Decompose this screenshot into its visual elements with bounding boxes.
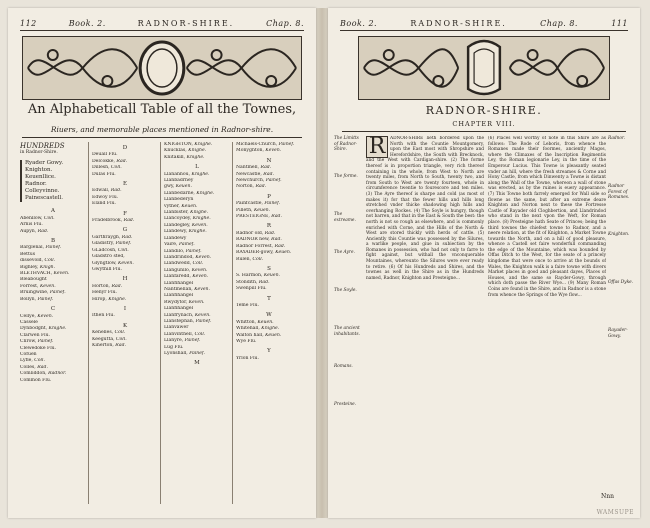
hundred-item: Painescastell. (25, 195, 64, 202)
index-entry-hundred: Rad. (263, 171, 275, 177)
index-entry-hundred: Keven. (118, 260, 134, 266)
index-entry-hundred: Rad. (37, 364, 48, 370)
index-entry-name: Monyghton, (236, 148, 266, 154)
index-entry-hundred: Knighe. (191, 171, 210, 177)
index-entry-name: Stondith, (236, 279, 259, 285)
left-running-head (20, 16, 304, 31)
right-chapter-label: Chap. 8. (540, 18, 578, 28)
index-entry-name: Deuall Flu. (92, 152, 118, 158)
margin-note: Romans. (334, 364, 353, 369)
hundreds-heading: HUNDREDS (20, 142, 65, 150)
index-entry-name: Llandwedd, (164, 261, 193, 267)
catchword: Nnn (601, 493, 614, 500)
index-entry-hundred: Rad. (258, 279, 270, 285)
index-entry-name: Swenpill Flu. (236, 286, 267, 292)
table-title: An Alphabeticall Table of all the Townes, (27, 102, 297, 117)
index-column-3 (164, 142, 233, 504)
index-entry-name: Llanfihangel (164, 306, 194, 312)
table-subtitle: Riuers, and memorable places mentioned in Radnor-shire. (22, 125, 302, 138)
index-entry-hundred: Rad. (115, 342, 126, 348)
index-entry-hundred: Painef. (115, 241, 132, 247)
index-entry (236, 356, 302, 362)
index-entry-hundred: Knighe. (194, 142, 213, 147)
index-entry-hundred: Painef. (37, 296, 54, 302)
index-entry-name: Llanstephan, (164, 318, 196, 324)
index-entry-name: Dillesh, (92, 165, 112, 171)
index-entry-name: Newchurch, (236, 178, 266, 184)
index-entry (92, 201, 158, 207)
right-headpiece-ornament (358, 36, 610, 100)
index-entry-name: Edwall, (92, 188, 111, 194)
index-entry-name: Kenelles, (92, 330, 115, 336)
index-entry-hundred: Coll. (117, 247, 129, 253)
index-entry-name: Llanfihangel (164, 293, 194, 299)
index-entry-hundred: Painef. (278, 142, 295, 147)
index-entry (92, 172, 158, 178)
index-entry-name: Nantmell, (236, 165, 261, 171)
index-entry (20, 229, 86, 235)
index-entry-name: Llangunllo, (164, 267, 192, 273)
index-letter-heading: F (123, 210, 127, 217)
index-entry-name: Llanbederyn (164, 197, 194, 203)
index-entry-name: Gladstro sted, (92, 254, 125, 260)
index-entry-hundred: Keuen. (257, 319, 274, 325)
index-entry (236, 148, 302, 154)
index-entry-name: Clirow, (20, 339, 38, 345)
index-entry (20, 297, 86, 303)
index-entry-name: Clewedoke Flu. (20, 345, 57, 351)
index-entry-name: S. Harmon, (236, 273, 264, 279)
index-entry-hundred: Coll. (43, 215, 55, 221)
index-entry-hundred: Rad. (116, 158, 128, 164)
index-entry-name: Arnis Flu. (20, 222, 43, 228)
index-entry-name: Dulas Flu. (92, 171, 116, 177)
index-entry-name: Painfcastle, (236, 201, 265, 207)
index-entry-name: Bollyn, (20, 296, 38, 302)
left-book-label: Book. 2. (68, 18, 106, 28)
chapter-title: RADNOR-SHIRE. (425, 104, 543, 117)
index-letter-heading: A (51, 208, 55, 215)
margin-note: The Ayre. (334, 250, 355, 255)
index-entry-name: Cellye, (20, 313, 38, 319)
index-entry-hundred: Knighe. (261, 326, 280, 332)
body-text-1: ADNOR-SHIRE lieth bordered upon the North with the Countie Mountgomery, upon the East most with Shropshire and Herefordshire, the South with Brecknock, and the West with Cardigan-shire. (2) The forme thereof is in proportion triangle, very rich thereof containing in the whole, from West to North are twenty miles, from North to South, twenty two, and from South to West are twenty fourteen, whole in circumference twentie to fourescore and ten miles. (3) The Ayre thereof is sharpe and cold (as most of makes it) for that the fewer hills and hills long stretched vnder thicke shadowing high hills and overhanging Rockes. (4) The Soyle is hungry, though not barren, and that in the East & South the best: the north is not so rough as elsewhere, and is commonly enriched with Corne, and the Hills of the North & West are stored thickly with herds of cattle. (5) Anciently this Countie was possessed by the Silures, a warlike people, and giue in subiection by the Romanes in possession, who had not only to farre to fight against, but withall the vnconquerable Mountaines, whereunto the Silures were ever ready to retire. (6) Of his Hundreds and Shires, and the townes as well in the Shire as in the Hundreds named, Radnor, Knighton and Presteigne... (366, 136, 484, 281)
index-entry-hundred: Radnor. (48, 371, 67, 377)
index-letter-heading: R (266, 223, 272, 230)
index-entry-name: Hirop, (92, 296, 109, 302)
index-letter-heading: C (50, 306, 56, 313)
index-entry-hundred: Knighe. (188, 148, 207, 154)
index-entry-hundred: Coll. (34, 358, 45, 364)
index-entry-name: Delcokke, (92, 158, 117, 164)
index-columns (20, 142, 304, 504)
index-entry-hundred: Keuen. (253, 207, 271, 213)
margin-note: The ancient inhabitants. (334, 326, 360, 337)
index-entry-name: Llanbister, (164, 210, 191, 216)
index-entry (236, 286, 302, 292)
index-entry-name: Abenllow, (20, 215, 44, 221)
margin-note: Knighton. (608, 232, 630, 237)
index-entry-name: Common Flu. (20, 377, 52, 383)
index-entry-hundred: Keven. (191, 267, 208, 273)
index-entry-name: Fradelbrook, (92, 218, 124, 224)
index-entry (92, 267, 158, 273)
watermark-text: WAMSUPE (596, 509, 634, 516)
index-entry (164, 351, 230, 357)
hundreds-subheading: in Radnor-Shire. (20, 150, 58, 155)
right-book-label: Book. 2. (340, 18, 378, 28)
index-entry-name: Llanfrynach, (164, 312, 195, 318)
left-running-title: RADNOR-SHIRE. (137, 18, 235, 28)
index-entry-name: Llandilo, (164, 248, 186, 254)
index-entry-hundred: Keven. (265, 148, 282, 154)
index-entry-name: Llanfihangel (164, 280, 194, 286)
index-letter-heading: T (267, 295, 271, 302)
index-entry-hundred: Knighe. (192, 216, 211, 222)
index-entry-hundred: Coll. (111, 165, 122, 171)
index-entry-name: Keegutta, (92, 336, 116, 342)
index-entry-name: Eland Flu. (92, 201, 116, 207)
index-entry-name: Nantmellan, (164, 286, 195, 292)
index-entry-name: Edwoy Flu. (92, 194, 119, 200)
index-entry-name: Forrest, (20, 283, 40, 289)
index-entry (92, 313, 158, 319)
index-entry-hundred: Keven. (195, 254, 212, 260)
index-entry-name: Whitehall, (236, 326, 262, 332)
index-letter-heading: K (122, 322, 128, 329)
margin-note: The forme. (334, 174, 358, 179)
hundred-item: Keuenllice. (25, 174, 56, 181)
index-letter-heading: N (266, 157, 272, 164)
index-entry-name: Wye Flu. (236, 338, 257, 344)
index-letter-heading: H (122, 276, 128, 283)
index-entry-name: Bighley, (20, 264, 40, 270)
index-entry-hundred: Keven. (53, 271, 70, 277)
chapter-heading: CHAPTER VIII. (342, 120, 626, 132)
index-entry (92, 218, 158, 224)
index-entry-hundred: Knighe. (188, 229, 207, 235)
index-entry-hundred: Painef. (178, 242, 195, 248)
index-entry-name: Llandewy, (164, 229, 189, 235)
drop-cap-initial: R (366, 136, 388, 158)
margin-note: Rayader-Gowy. (608, 328, 628, 339)
left-page-number: 112 (20, 18, 37, 28)
index-entry-hundred: Keuen. (263, 273, 280, 279)
margin-note: Presteine. (334, 402, 357, 407)
index-entry-name: Kinerton, (92, 342, 116, 348)
index-entry-hundred: Coll. (114, 330, 126, 336)
right-running-head (340, 16, 628, 31)
index-entry-name: Ithen Flu. (92, 313, 115, 319)
index-entry-name: Rulen, (236, 256, 253, 262)
index-entry-hundred: Coll. (252, 256, 264, 262)
index-letter-heading: S (267, 265, 271, 272)
index-letter-heading: I (123, 305, 127, 312)
index-entry-name: Dynbodght, (20, 326, 49, 332)
index-entry-name: Yrlon Flu. (236, 355, 259, 361)
index-entry-name: RADNOR new, (236, 237, 272, 243)
index-entry-hundred: Keven. (188, 299, 205, 305)
index-letter-heading: W (266, 312, 272, 319)
index-entry-hundred: Keuen. (175, 184, 192, 190)
hundred-item: Radnor. (25, 181, 47, 188)
index-entry-hundred: Painef. (264, 201, 281, 207)
index-entry-name: Garthraygh, (92, 234, 122, 240)
index-letter-heading: B (50, 238, 56, 245)
hundred-item: Colleyvinne. (25, 188, 60, 195)
index-entry-name: Bruingwine, (20, 290, 50, 296)
index-entry-name: Vaire, (164, 242, 179, 248)
index-entry-name: Llanyre, (164, 338, 185, 344)
index-entry-hundred: Knighe. (190, 210, 209, 216)
index-entry-name: Llancoydey, (164, 216, 193, 222)
index-entry-hundred: Keuen. (265, 332, 282, 338)
index-entry-name: dissevold, (20, 258, 45, 264)
index-letter-heading: L (195, 164, 199, 171)
index-entry-hundred: Rad. (37, 228, 49, 234)
index-entry-hundred: Painef. (265, 178, 282, 184)
index-entry (20, 378, 86, 384)
index-entry-hundred: Keven. (191, 222, 208, 228)
index-column-1 (20, 142, 89, 504)
index-entry-name: Barglenal, (20, 245, 46, 251)
index-entry-name: Clarwen Flu. (20, 332, 51, 338)
index-entry-hundred: Rad. (121, 234, 133, 240)
index-entry-hundred: Painef. (37, 339, 54, 345)
index-letter-heading: M (194, 360, 200, 367)
index-entry-name: Henyr Flu. (92, 290, 118, 296)
margin-note: The Soyle. (334, 288, 357, 293)
index-entry-hundred: Knigh. (39, 264, 56, 270)
index-entry-name: Llandegley, (164, 222, 192, 228)
index-entry-hundred: Rad. (123, 218, 135, 224)
index-entry-name: KNIGHTON, (164, 142, 195, 147)
index-entry-name: Lug Flu. (164, 344, 184, 350)
right-running-title: RADNOR-SHIRE. (410, 18, 507, 28)
index-entry-name: Michaels-Church, (236, 142, 279, 147)
index-entry-name: Aupyn, (20, 228, 38, 234)
index-entry-hundred: Rad. (260, 165, 272, 171)
index-entry-hundred: Keven. (194, 312, 211, 318)
index-entry-name: Gladistry, (92, 241, 116, 247)
index-entry-hundred: Knighe. (186, 154, 205, 160)
index-entry-hundred: Coll. (116, 336, 127, 342)
index-entry-hundred: Coll. (44, 258, 56, 264)
index-entry-name: Teme Flu. (236, 302, 260, 308)
index-entry-name: Llanvawer (164, 325, 189, 331)
index-entry-hundred: Painef. (45, 245, 62, 251)
index-entry-name: Llandrindod, (164, 254, 196, 260)
left-headpiece-ornament (22, 36, 302, 100)
index-entry-name: gwy, (164, 184, 176, 190)
index-entry (236, 339, 302, 345)
index-entry-name: Gwythill Flu. (92, 266, 122, 272)
index-entry (92, 297, 158, 303)
index-entry-name: Colles, (20, 364, 38, 370)
index-entry-hundred: Rad. (271, 237, 282, 243)
index-letter-heading: D (122, 145, 128, 151)
index-entry-name: vyther, (164, 203, 182, 209)
index-entry-name: Radnor Forrest, (236, 243, 275, 249)
index-entry-hundred: Painef. (195, 318, 212, 324)
index-letter-heading: P (267, 193, 271, 200)
index-entry-name: Llanvinthell, (164, 331, 195, 337)
margin-note: Offas Dyke. (608, 280, 634, 285)
index-entry-name: Llanannou, (164, 171, 192, 177)
index-entry-hundred: Rad. (271, 214, 282, 220)
index-entry-hundred: Knighe. (108, 296, 127, 302)
index-entry-name: Bleabought (20, 277, 47, 283)
index-entry (92, 343, 158, 349)
index-letter-heading: E (122, 181, 127, 188)
index-entry-hundred: Knighe. (48, 326, 67, 332)
index-entry (164, 155, 230, 161)
index-entry-name: Llandewy (164, 235, 187, 241)
index-entry (236, 214, 302, 220)
index-entry-name: GLadcosh, (92, 247, 118, 253)
index-entry-name: Pilleth, (236, 207, 254, 213)
index-entry-name: Lyfle, (20, 358, 35, 364)
index-entry-name: Lyonshall, (164, 351, 190, 356)
index-entry-hundred: Painef. (189, 351, 205, 356)
index-entry-name: Newcastle, (236, 171, 264, 177)
index-entry-name: Cassele (20, 319, 38, 325)
index-entry-name: Walton hall, (236, 332, 266, 338)
index-entry-name: BLETHVACH, (20, 271, 54, 277)
body-column-1 (366, 136, 484, 478)
margin-note: The extreame. (334, 212, 356, 223)
index-entry-hundred: Painef. (184, 338, 201, 344)
index-column-2 (92, 142, 161, 504)
index-entry-name: Cofuen (20, 351, 37, 357)
index-entry-name: Rwydytor, (164, 299, 189, 305)
index-column-4 (236, 142, 304, 504)
index-entry (236, 257, 302, 263)
margin-note: Radnor Forest of Romanes. (608, 184, 630, 200)
index-entry-name: RAYADER-gowy, (236, 250, 276, 256)
index-entry-name: PRESTEIGNE, (236, 214, 272, 220)
index-entry-name: Llanbadrney (164, 178, 194, 184)
book-gutter (316, 8, 328, 518)
index-entry-name: Radnor old, (236, 230, 265, 236)
right-page-number: 111 (611, 18, 628, 28)
index-entry-name: Llanbedarne, (164, 190, 197, 196)
index-entry-name: Llanfaredd, (164, 274, 193, 280)
index-entry-hundred: Rad. (274, 243, 286, 249)
index-entry-hundred: Coll. (194, 331, 206, 337)
index-entry-hundred: Keven. (37, 313, 54, 319)
index-entry-hundred: Coll. (192, 261, 204, 267)
right-page (328, 8, 640, 518)
index-entry-hundred: Keuen. (181, 203, 198, 209)
index-entry-name: Bettus (20, 251, 36, 257)
index-entry-hundred: Rad. (255, 184, 267, 190)
hundred-item: Knighton. (25, 167, 53, 174)
body-text-2: (6) Places well worthy of note in this Shire are as follows: The Rode of Leboris, from whence the Romanes made their foormes, anciently Magos, where the Climaxes of the Inscription Regimentis Ley, tho Roman legionarie Ley, in the time of the Emperour Lucius. This Towne is pleasantly seated vnder an hill, where the fresh streames & Corne and Hony Castle, from which Dinwenty a Towne is distant along the Wall of the Towne, whereon a wall of stone was erected, as by the ruines is euery appearance. (7) This Towne both farrely emerged for Wall side so flowne as the same, but after an extreme deare Knighton and Norton next to these the Fortresse Castle of Rayader old Cloghbertion, and Llandrindod who stand in the next vpon the Weft, for Roman place. (8) Presteigne hath Seate of Princes; being the third townes the chiefest towne to Radnor, and a neere relation, at the fit of Knighton, a Market Towne towards the North, and on a hill of good pleasure, whence a Castell set faire wonderfull commanding the edge of the Mountaine, which was bounded by Offas Ditch to the West, for the seate of a princely kingdome that were once to arrive at the bounds of Wales, the Knighton walk is a faire towne with divers Market places in good and pleasant dayes, Places of Houses, and the same so Rayder-Gowy, through which doth passe the River Wye... (9) Many Roman Coins are found in the Shire, and in Radnor is a stone from whence the Springs of the Wye flow... (488, 136, 606, 298)
index-entry-name: Glyngtlow, (92, 260, 119, 266)
index-entry-hundred: Painef. (49, 290, 66, 296)
index-entry (236, 184, 302, 190)
index-entry-hundred: Rad. (110, 188, 122, 194)
left-page (8, 8, 316, 518)
index-entry (236, 303, 302, 309)
index-letter-heading: Y (267, 348, 271, 355)
margin-note: Radnor. (608, 136, 625, 141)
index-entry-name: Whitton, (236, 319, 258, 325)
index-entry-hundred: Keuen. (275, 250, 292, 256)
index-entry-name: Comliddon, (20, 371, 49, 377)
index-letter-heading: G (122, 227, 128, 234)
index-entry-hundred: Keven. (194, 286, 210, 292)
index-entry-hundred: Rad. (264, 230, 276, 236)
left-chapter-label: Chap. 8. (266, 18, 304, 28)
index-column-1-entries (20, 208, 86, 384)
index-entry-hundred: Keven. (192, 274, 209, 280)
index-entry-hundred: Keven. (39, 283, 56, 289)
index-entry-name: Knitakill, (164, 154, 187, 160)
index-entry-name: Norton, (236, 184, 256, 190)
index-entry-hundred: Rad. (111, 283, 123, 289)
hundred-item: Ryader Gowy. (25, 160, 64, 167)
index-entry-hundred: Painef. (185, 248, 202, 254)
index-entry-name: Horton, (92, 283, 112, 289)
margin-note: The Limitts of Radnor-Shire. (334, 136, 359, 152)
hundreds-list (20, 160, 86, 202)
index-entry-hundred: Knighe. (196, 190, 215, 196)
body-column-2 (488, 136, 606, 478)
index-entry-name: Knucklas, (164, 148, 189, 154)
